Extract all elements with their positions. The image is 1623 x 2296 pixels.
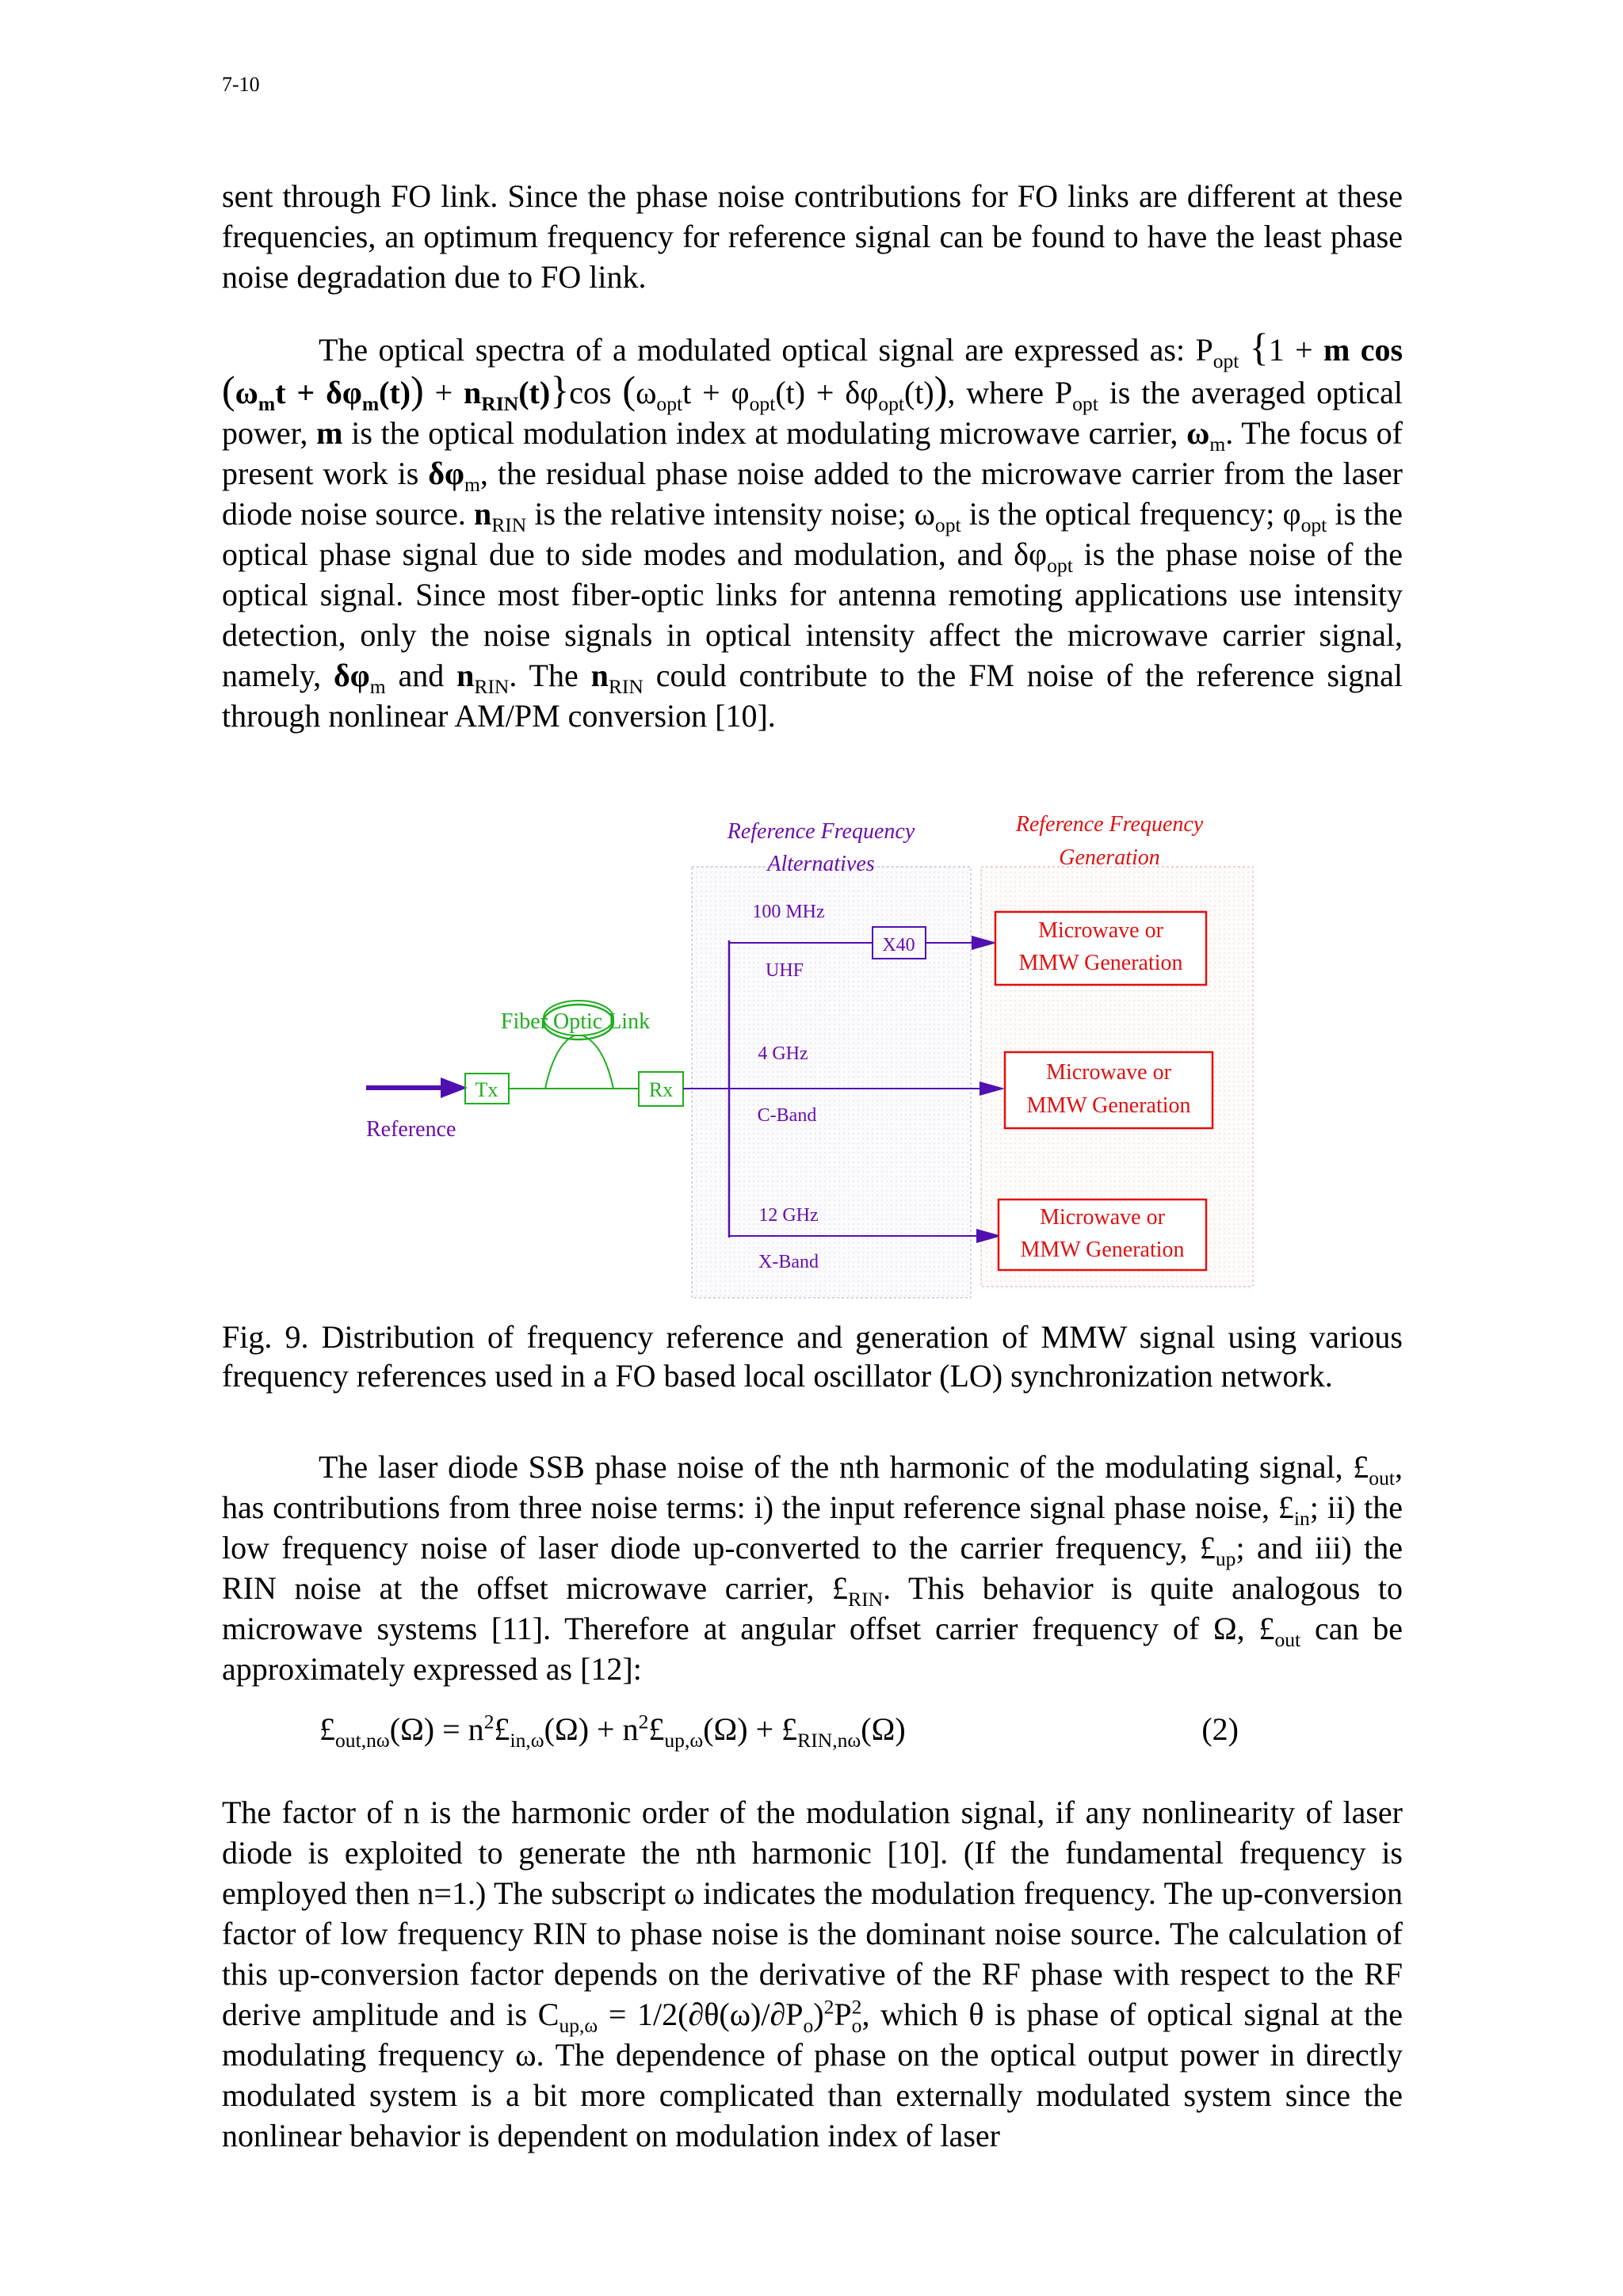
header-alternatives-2: Alternatives (767, 852, 875, 876)
page-number: 7-10 (222, 73, 260, 96)
alternatives-panel (692, 867, 971, 1298)
generation-box-2-line2: MMW Generation (1026, 1093, 1191, 1118)
band2-name: C-Band (757, 1105, 817, 1126)
rx-label: Rx (648, 1078, 674, 1101)
generation-box-3-line1: Microwave or (1040, 1205, 1165, 1230)
generation-box-2-line1: Microwave or (1046, 1060, 1171, 1085)
x40-label: X40 (882, 935, 915, 955)
fiber-optic-link-label: Fiber Optic Link (500, 1009, 651, 1034)
figure-caption: Fig. 9. Distribution of frequency reference and generation of MMW signal using various frequency references used in a FO based local oscillator (LO) synchronization network. (222, 1319, 1403, 1394)
band1-frequency: 100 MHz (752, 902, 825, 922)
paragraph-1: sent through FO link. Since the phase noise contributions for FO links are different at these frequencies, an optimum frequency for reference signal can be found to have the least phase noise degradation due to FO link. (222, 178, 1403, 295)
paragraph-4: The factor of n is the harmonic order of the modulation signal, if any nonlinearity of laser diode is exploited to generate the nth harmonic [10]. (If the fundamental frequency is employed then n=1.) The subscript ω indicates the modulation frequency. The up-conversion factor of low frequency RIN to phase noise is the dominant noise source. The calculation of this up-conversion factor depends on the derivative of the RF phase with respect to the RF derive amplitude and is $C_{up,\omega} = 1/2(\partial\theta(\omega)/\partial P_o)^2P^2_o$, which θ is phase of optical signal at the modulating frequency ω. The dependence of phase on the optical output power in directly modulated system is a bit more complicated than externally modulated system since the nonlinear behavior is dependent on modulation index of laser (222, 1794, 1403, 2153)
reference-arrow-head (441, 1077, 468, 1098)
band3-name: X-Band (758, 1252, 819, 1272)
generation-box-1-line1: Microwave or (1038, 918, 1163, 943)
equation-number: (2) (1201, 1711, 1239, 1747)
distribution-figure (349, 804, 1316, 1311)
reference-label: Reference (366, 1117, 456, 1142)
optical-spectrum-formula: $P_{opt}$ {1 + m $\cos (\omega_mt + \delta\varphi_m(t)) + n_{RIN}(t)\}\cos$ $(\omega_{opt}t + \varphi_{opt}(t) + \delta\varphi_{opt}(t))$ (222, 325, 1403, 415)
band2-frequency: 4 GHz (758, 1043, 808, 1064)
band3-frequency: 12 GHz (758, 1205, 819, 1226)
band1-name: UHF (765, 960, 804, 981)
equation-2: $£_{out,n\omega}(\Omega)$ = $n^2£_{in,\omega}(\Omega)$ + $n^2£_{up,\omega}(\Omega)$ + $£_{RIN,n\omega}(\Omega)$ (2) (319, 1710, 1239, 1752)
paragraph-2: The optical spectra of a modulated optical signal are expressed as: $P_{opt}$ {1 + m $\cos (\omega_mt + \delta\varphi_m(t)) + n_{RIN}(t)\}\cos$ $(\omega_{opt}t + \varphi_{opt}(t) + \delta\varphi_{opt}(t))$, where $P_{opt}$ is the averaged optical power, m is the optical modulation index at modulating microwave carrier, $\omega_m$. The focus of present work is $\delta\varphi_m$, the residual phase noise added to the microwave carrier from the laser diode noise source. $n_{RIN}$ is the relative intensity noise; $\omega_{opt}$ is the optical frequency; $\varphi_{opt}$ is the optical phase signal due to side modes and modulation, and $\delta\varphi_{opt}$ is the phase noise of the optical signal. Since most fiber-optic links for antenna remoting applications use intensity detection, only the noise signals in optical intensity affect the microwave carrier signal, namely, $\delta\varphi_m$ and $n_{RIN}$. The $n_{RIN}$ could contribute to the FM noise of the reference signal through nonlinear AM/PM conversion [10]. (222, 325, 1403, 734)
generation-box-1-line2: MMW Generation (1018, 951, 1183, 975)
generation-box-3-line2: MMW Generation (1020, 1238, 1185, 1262)
header-alternatives-1: Reference Frequency (727, 819, 915, 844)
header-generation-2: Generation (1059, 845, 1160, 870)
paragraph-3: The laser diode SSB phase noise of the nth harmonic of the modulating signal, $£_{out}$, has contributions from three noise terms: i) the input reference signal phase noise, $£_{in}$; ii) the low frequency noise of laser diode up-converted to the carrier frequency, $£_{up}$; and iii) the RIN noise at the offset microwave carrier, $£_{RIN}$. This behavior is quite analogous to microwave systems [11]. Therefore at angular offset carrier frequency of Ω, $£_{out}$ can be approximately expressed as [12]: (222, 1449, 1403, 1687)
tx-label: Tx (475, 1078, 498, 1101)
header-generation-1: Reference Frequency (1015, 812, 1204, 837)
